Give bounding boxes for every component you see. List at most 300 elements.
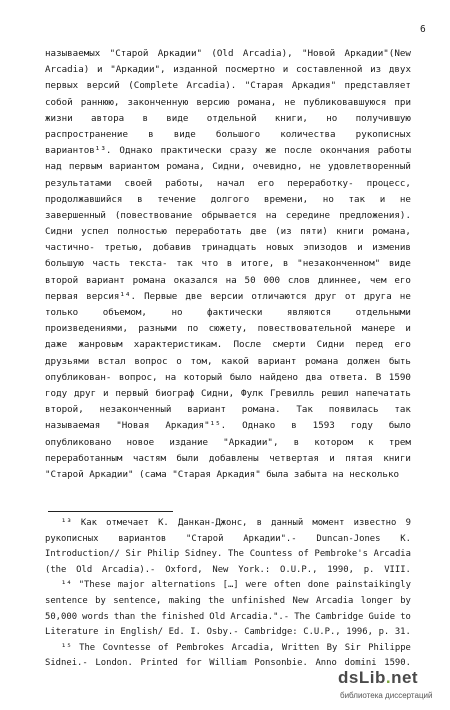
word: книги, — [274, 112, 308, 124]
text-line — [45, 176, 411, 192]
footnote-line — [45, 547, 411, 563]
word: 50 — [244, 274, 256, 286]
word: течение — [157, 193, 196, 205]
word: после — [284, 145, 312, 157]
text-line — [45, 418, 411, 434]
word: Cambridge — [315, 611, 364, 622]
text-line — [45, 111, 411, 127]
word: завершенный — [45, 209, 106, 221]
word: Arcadia). — [186, 80, 237, 92]
word: итоге, — [241, 258, 275, 270]
word: так — [394, 404, 411, 416]
word: ответа. — [329, 371, 369, 383]
word: в — [142, 112, 148, 124]
word: две — [250, 226, 267, 238]
word: первым — [68, 161, 103, 173]
word: виде — [388, 258, 411, 270]
word: момент — [312, 518, 345, 528]
text-line — [45, 46, 411, 62]
word: так — [348, 193, 366, 205]
word: done — [307, 580, 330, 591]
word: (Complete — [128, 80, 179, 92]
word: сюжету, — [208, 323, 248, 335]
word: 31. — [394, 627, 411, 638]
word: появилась — [328, 404, 379, 416]
word: Printed — [140, 658, 178, 669]
word: The — [79, 642, 96, 653]
word: O.U.P., — [280, 564, 318, 575]
word: вопрос — [134, 355, 168, 367]
footnote-line — [45, 625, 411, 641]
word: часть — [92, 258, 121, 270]
text-line — [45, 224, 411, 240]
word: фактически — [207, 307, 263, 318]
word: только — [45, 307, 79, 318]
word: и — [357, 242, 363, 254]
word: году — [350, 420, 373, 432]
word: представляет — [344, 80, 411, 92]
word: незаконченный — [99, 404, 172, 416]
word: не — [309, 161, 321, 173]
word: Arcadia.".- — [230, 611, 290, 622]
word: Сидни — [316, 339, 345, 351]
word: отмечает — [106, 518, 149, 528]
word: третью, — [104, 242, 144, 254]
word: Сидни, — [200, 387, 235, 399]
word: William — [209, 658, 247, 669]
word: Pembrokes — [176, 642, 225, 653]
word: раннюю, — [80, 96, 120, 108]
word: переработать — [175, 226, 242, 238]
word: Arcadia — [315, 595, 354, 606]
word: версию — [196, 96, 230, 108]
word: очевидно, — [252, 161, 303, 173]
word: в — [282, 258, 289, 270]
word: и — [379, 193, 386, 205]
word: Сидни, — [212, 161, 246, 173]
word: и — [405, 323, 411, 335]
word: количества — [280, 128, 336, 140]
word: полностью — [117, 226, 167, 238]
word: for — [185, 658, 202, 669]
word: было — [229, 371, 252, 383]
text-line — [45, 127, 411, 143]
text-line — [45, 62, 411, 78]
word: первая — [45, 290, 79, 302]
word: получившую — [355, 112, 411, 124]
word: Однако — [119, 145, 153, 157]
word: Philip — [147, 549, 180, 560]
site-watermark[interactable] — [338, 668, 448, 708]
word: Фулк — [241, 387, 264, 399]
watermark-subtitle: библиотека диссертаций — [340, 691, 433, 700]
word: издание — [169, 436, 209, 448]
word: Philippe — [368, 642, 411, 653]
word: Данкан-Джонс, — [177, 518, 248, 528]
watermark-logo: dsLib.net — [338, 668, 419, 687]
word: Sidney. — [184, 549, 223, 560]
word: (the — [45, 564, 67, 575]
word: добавив — [152, 242, 192, 254]
word: Old — [76, 564, 93, 575]
word: так — [176, 258, 193, 270]
word: в — [293, 436, 300, 448]
word: в — [148, 128, 154, 140]
word: Гревилль — [270, 387, 315, 399]
word: to — [400, 611, 411, 622]
word: четвертая — [269, 452, 319, 464]
word: of — [298, 549, 309, 560]
text-line — [45, 451, 411, 467]
word: долгого — [210, 193, 250, 205]
footnote-line — [45, 532, 411, 548]
word: Written — [281, 642, 320, 653]
word: (Old — [211, 48, 234, 59]
word: который — [183, 371, 223, 383]
word: практически — [160, 145, 222, 157]
word: друга — [364, 290, 392, 302]
word: его — [394, 339, 411, 351]
word: успел — [81, 226, 109, 238]
text-line — [45, 78, 411, 94]
word: своей — [124, 177, 153, 189]
word: Sir — [344, 642, 361, 653]
word: на — [332, 468, 344, 480]
footnote-separator — [48, 511, 173, 512]
word: рукописных — [355, 128, 411, 140]
word: 1590 — [388, 371, 411, 383]
word: друзьями — [45, 355, 90, 367]
word: чем — [369, 274, 387, 286]
word: The — [294, 611, 311, 622]
word: Однако — [242, 420, 276, 432]
word: "These — [78, 580, 111, 591]
word: книги — [383, 452, 411, 464]
text-line — [45, 467, 411, 483]
word: же — [265, 145, 277, 157]
word: новое — [126, 436, 155, 448]
word: найдено — [259, 371, 299, 383]
word: в — [226, 258, 233, 270]
word: романа, — [166, 161, 205, 173]
text-line — [45, 240, 411, 256]
word: Pembroke's — [314, 549, 368, 560]
word: Arcadia).- — [101, 564, 156, 575]
word: романа — [305, 355, 339, 367]
word: the — [208, 595, 225, 606]
text-line — [45, 402, 411, 418]
text-line — [45, 321, 411, 337]
word: к — [368, 436, 374, 448]
word: опубликовано — [45, 436, 112, 448]
word: виде — [173, 128, 196, 140]
word: в — [291, 420, 297, 432]
word: и — [329, 452, 335, 464]
word: эпизодов — [303, 242, 348, 254]
text-line — [45, 337, 411, 353]
text-line — [45, 289, 411, 305]
word: finished — [161, 611, 205, 622]
word: вариантом — [109, 161, 160, 173]
word: двух — [388, 64, 411, 76]
word: "незаконченном" — [297, 258, 381, 270]
word: alternations — [151, 580, 216, 591]
footnote-line — [45, 578, 411, 594]
word: Anno — [315, 658, 337, 669]
word: London. — [95, 658, 133, 669]
word: by — [95, 595, 106, 606]
word: words — [82, 611, 109, 622]
word: не — [399, 193, 411, 205]
word: Arcadia) — [45, 64, 90, 76]
word: первых — [45, 80, 79, 92]
word: переработку- — [287, 177, 354, 189]
word: sentence — [45, 595, 88, 606]
word: Аркадии".- — [243, 533, 297, 544]
word: первый — [115, 387, 149, 399]
word: забыта — [293, 468, 328, 480]
word: than — [113, 611, 136, 622]
word: быть — [388, 355, 411, 367]
word: посмертно — [225, 64, 276, 76]
word: of — [158, 642, 169, 653]
text-line — [45, 159, 411, 175]
word: перед — [355, 339, 384, 351]
word: новых — [265, 242, 294, 254]
word: романа, — [372, 226, 411, 238]
word: романа. — [241, 404, 281, 416]
word: English/ — [120, 627, 164, 638]
word: середине — [285, 209, 331, 221]
word: распространение — [45, 128, 128, 140]
word: пятая — [345, 452, 373, 464]
word: версий — [86, 80, 120, 92]
word: Sidnei.- — [45, 658, 88, 669]
word: на — [265, 209, 277, 221]
word: котором — [314, 436, 354, 448]
word: слов — [287, 274, 310, 286]
word: и — [282, 64, 289, 76]
word: изменив — [372, 242, 411, 254]
word: вариант — [187, 404, 226, 416]
word: друг — [314, 290, 337, 302]
word: Osby.- — [206, 627, 239, 638]
word: из — [370, 64, 382, 76]
word: напечатать — [355, 387, 411, 399]
word: Ponsonbie. — [254, 658, 308, 669]
word: Аркадии" — [157, 48, 203, 59]
word: продолжавшийся — [45, 193, 123, 205]
footnotes — [45, 516, 411, 672]
word: вариантов — [118, 533, 167, 544]
word: жанровым — [78, 339, 123, 351]
word: результатами — [45, 177, 112, 189]
word: Arcadia — [373, 549, 411, 560]
word: второй, — [45, 404, 84, 416]
word: автора — [90, 112, 125, 124]
word: тринадцать — [201, 242, 257, 254]
word: K. — [400, 533, 411, 544]
word: сразу — [229, 145, 258, 157]
footnote-line — [45, 594, 411, 610]
word: (повествование — [114, 209, 193, 221]
word: вариантов¹³. — [45, 145, 112, 157]
word: the — [140, 611, 157, 622]
word: законченную — [127, 96, 189, 108]
word: 1990, — [327, 564, 354, 575]
word: ¹⁴ — [45, 580, 72, 591]
word: отличаются — [251, 290, 307, 302]
word: "Старой — [109, 48, 149, 59]
word: in — [104, 627, 115, 638]
word: составленной — [295, 64, 363, 76]
word: "Новой — [301, 48, 336, 59]
word: была — [266, 468, 289, 480]
word: "Новая — [116, 420, 150, 432]
word: 1996, — [346, 627, 373, 638]
word: Так — [296, 404, 313, 416]
word: p. — [378, 627, 390, 638]
word: 9 — [405, 518, 411, 528]
text-line — [45, 370, 411, 386]
word: (сама — [139, 468, 167, 480]
word: биограф — [155, 387, 195, 399]
word: sentence, — [113, 595, 162, 606]
word: Cambridge: — [244, 627, 298, 638]
word: процесс, — [366, 177, 411, 189]
word: by — [400, 595, 411, 606]
word: "Старой — [45, 468, 84, 480]
word: вариант — [257, 355, 297, 367]
word: на — [225, 274, 237, 286]
footnote-line — [45, 516, 411, 532]
word: объемом, — [102, 307, 147, 318]
word: ¹⁵ — [45, 642, 72, 653]
word: манере — [361, 323, 396, 335]
word: в — [256, 518, 262, 528]
footnote-line — [45, 641, 411, 657]
word: смерти — [272, 339, 306, 351]
word: отдельными — [355, 307, 411, 318]
word: domini — [344, 658, 377, 669]
word: жизни — [45, 112, 73, 124]
word: were — [245, 580, 268, 591]
word: длиннее, — [317, 274, 363, 286]
word: вариант — [86, 274, 125, 286]
word: несколько — [349, 468, 400, 480]
word: являются — [286, 307, 332, 318]
word: […] — [222, 580, 239, 591]
word: второй — [45, 274, 79, 286]
word: добавлены — [208, 452, 259, 464]
word: 000 — [263, 274, 281, 286]
word: версии — [210, 290, 244, 302]
word: ¹³ — [45, 518, 72, 528]
word: характеристикам. — [133, 339, 223, 351]
text-line — [45, 435, 411, 451]
word: Аркадии" — [89, 468, 134, 480]
text-line — [45, 143, 411, 159]
word: при — [394, 96, 411, 108]
word: том, — [190, 355, 213, 367]
word: VIII. — [384, 564, 411, 575]
word: произведениями, — [45, 323, 128, 335]
word: частям — [132, 452, 167, 464]
word: major — [117, 580, 145, 591]
word: текста- — [128, 258, 168, 270]
word: I. — [190, 627, 201, 638]
word: Oxford, — [165, 564, 203, 575]
word: начал — [216, 177, 245, 189]
word: и — [96, 64, 103, 76]
word: Аркадия" — [216, 468, 261, 480]
word: often — [274, 580, 301, 591]
word: Аркадия" — [291, 80, 337, 92]
word: большую — [45, 258, 84, 270]
word: времени, — [263, 193, 309, 205]
word: пяти) — [300, 226, 328, 238]
word: C.U.P., — [303, 627, 341, 638]
word: книги — [336, 226, 364, 238]
word: New — [212, 564, 229, 575]
word: было — [388, 420, 411, 432]
text-line — [45, 95, 411, 111]
word: (из — [275, 226, 292, 238]
word: в — [137, 193, 143, 205]
word: longer — [360, 595, 393, 606]
word: York.: — [238, 564, 271, 575]
word: о — [176, 355, 182, 367]
word: 1590. — [384, 658, 411, 669]
word: публиковавшуюся — [303, 96, 387, 108]
word: изданной — [173, 64, 218, 76]
page-number: 6 — [420, 24, 426, 35]
word: опубликован- — [45, 371, 112, 383]
word: не — [284, 96, 296, 108]
word: "Старая — [244, 80, 284, 92]
word: "Аркадии", — [110, 64, 166, 76]
text-line — [45, 192, 411, 208]
word: рукописных — [45, 533, 99, 544]
word: Covntesse — [102, 642, 151, 653]
footnote-line — [45, 563, 411, 579]
word: Sir — [125, 549, 142, 560]
word: Arcadia), — [242, 48, 293, 59]
word: Аркадия"¹⁵. — [165, 420, 227, 432]
word: должен — [346, 355, 381, 367]
word: p. — [363, 564, 375, 575]
word: После — [233, 339, 262, 351]
word: Arcadia, — [231, 642, 275, 653]
word: В — [375, 371, 382, 383]
text-line — [45, 386, 411, 402]
word: два — [305, 371, 323, 383]
word: виде — [166, 112, 189, 124]
word: друг — [73, 387, 97, 399]
word: романа — [132, 274, 166, 286]
word: на — [165, 371, 177, 383]
word: трем — [388, 436, 411, 448]
word: Ed. — [168, 627, 185, 638]
word: романа, — [237, 96, 277, 108]
word: но — [322, 193, 334, 205]
word: его — [394, 274, 411, 286]
word: версия¹⁴. — [86, 290, 137, 302]
word: даже — [45, 339, 68, 351]
word: Literature — [45, 627, 99, 638]
word: 50,000 — [45, 611, 78, 622]
word: unfinished — [231, 595, 286, 606]
